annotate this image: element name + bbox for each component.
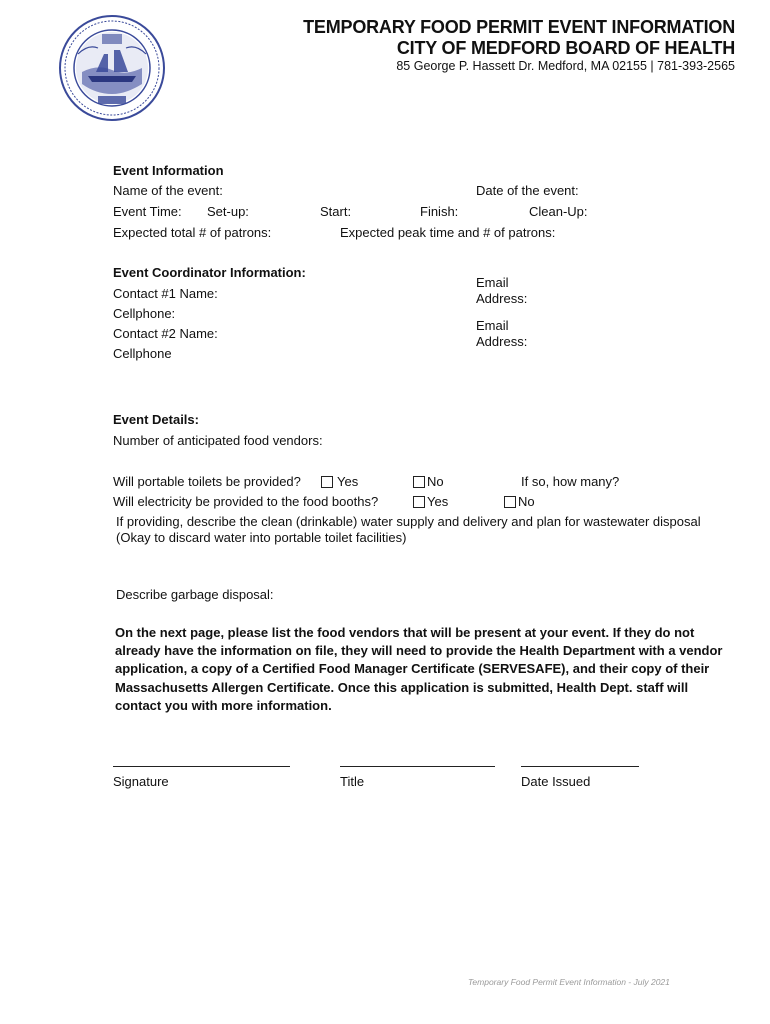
electricity-yes-option[interactable] [413,494,448,509]
electricity-yes-label: Yes [427,494,449,509]
toilets-no-label: No [427,474,444,489]
finish-label: Finish: [420,204,459,219]
event-date-label: Date of the event: [476,183,579,198]
address-line: 85 George P. Hassett Dr. Medford, MA 02155 | 781-393-2565 [396,59,735,73]
coordinator-heading: Event Coordinator Information: [113,265,306,280]
contact1-cellphone-label: Cellphone: [113,306,176,321]
water-supply-label: If providing, describe the clean (drinkable) water supply and delivery and plan for wastewater disposal [116,514,701,529]
contact2-name-label: Contact #2 Name: [113,326,218,341]
event-details-heading: Event Details: [113,412,199,427]
electricity-no-checkbox[interactable] [504,496,516,508]
peak-patrons-label: Expected peak time and # of patrons: [340,225,556,240]
email2-label-line1: Email [476,318,509,333]
organization-title: CITY OF MEDFORD BOARD OF HEALTH [396,38,735,58]
electricity-yes-checkbox[interactable] [413,496,425,508]
toilets-no-checkbox[interactable] [413,476,425,488]
vendor-notice-paragraph: On the next page, please list the food vendors that will be present at your event. If they do not already have the information on file, they will need to provide the Health Department with a vendor application, a copy of a Certified Food Manager Certificate (SERVESAFE), and their copy of their Massachusetts Allergen Certificate. Once this application is submitted, Health Dept. staff will contact you with more information. [115,625,723,713]
toilets-no-option[interactable] [413,474,444,489]
email1-label-line1: Email [476,275,509,290]
garbage-disposal-label: Describe garbage disposal: [116,587,274,602]
signature-line[interactable] [113,766,290,767]
email1-label-line2: Address: [476,291,528,306]
setup-label: Set-up: [207,204,249,219]
contact2-cellphone-label: Cellphone [113,346,172,361]
date-issued-label: Date Issued [521,774,591,789]
email2-label-line2: Address: [476,334,528,349]
event-name-label: Name of the event: [113,183,223,198]
toilets-yes-checkbox[interactable] [321,476,333,488]
cleanup-label: Clean-Up: [529,204,588,219]
date-issued-line[interactable] [521,766,639,767]
city-seal-logo [58,14,166,122]
electricity-question: Will electricity be provided to the food booths? [113,494,379,509]
title-label: Title [340,774,365,789]
toilets-how-many-label: If so, how many? [521,474,620,489]
toilets-question: Will portable toilets be provided? [113,474,301,489]
electricity-no-option[interactable] [504,494,535,509]
signature-label: Signature [113,774,169,789]
toilets-yes-label: Yes [337,474,359,489]
total-patrons-label: Expected total # of patrons: [113,225,272,240]
toilets-yes-option[interactable] [321,474,358,489]
form-title: TEMPORARY FOOD PERMIT EVENT INFORMATION [303,17,735,37]
title-line[interactable] [340,766,495,767]
start-label: Start: [320,204,352,219]
food-vendors-label: Number of anticipated food vendors: [113,433,323,448]
page-footer: Temporary Food Permit Event Information - July 2021 [468,977,670,987]
contact1-name-label: Contact #1 Name: [113,286,218,301]
event-information-heading: Event Information [113,163,224,178]
electricity-no-label: No [518,494,535,509]
event-time-label: Event Time: [113,204,182,219]
water-supply-note: (Okay to discard water into portable toilet facilities) [116,530,407,545]
